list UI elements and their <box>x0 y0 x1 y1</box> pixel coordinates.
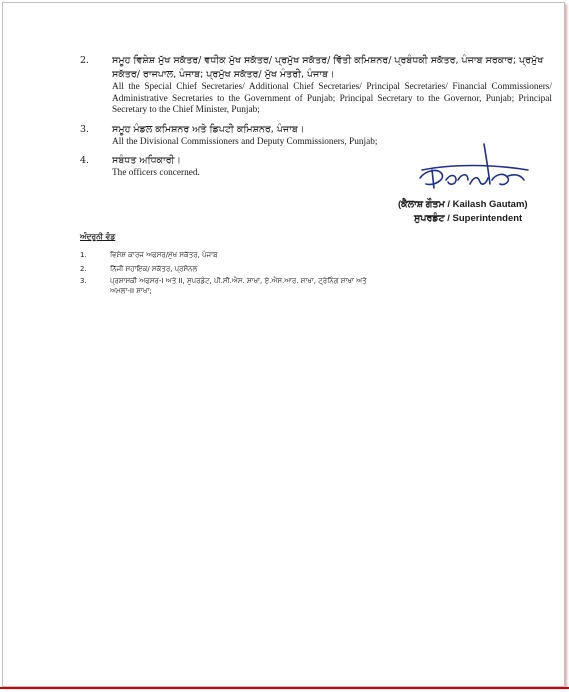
signatory-name: (ਕੈਲਾਸ਼ ਗੌਤਮ / Kailash Gautam) <box>398 199 528 210</box>
item-punjabi-text: ਸਮੂਹ ਮੰਡਲ ਕਮਿਸ਼ਨਰ ਅਤੇ ਡਿਪਟੀ ਕਮਿਸ਼ਨਰ, ਪੰਜਾਬ। <box>112 124 305 135</box>
copy-item-text: ਵਿਸ਼ੇਸ਼ ਕਾਰਜ ਅਫਸਰ/ਮੁੱਖ ਸਕੱਤਰ, ਪੰਜਾਬ <box>110 251 218 259</box>
item-english-text: The officers concerned. <box>112 168 200 178</box>
item-number: 3. <box>80 124 90 135</box>
item-number: 4. <box>80 155 90 166</box>
page-bottom-border <box>0 687 569 689</box>
copy-item-number: 2. <box>80 265 87 273</box>
copy-item-text: ਪ੍ਰਸ਼ਾਸਕੀ ਅਫਸਰ-I ਅਤੇ II, ਸੁਪਰਡੰਟ, ਪੀ.ਸੀ.ਐਸ. ਸ਼ਾਖਾ, ਏ.ਐਸ.ਆਰ. ਸ਼ਾਖਾ, ਟ੍ਰੇਨਿੰਗ ਸ਼ਾਖਾ ਅਤੇ ਅਮਲਾ-II ਸ਼ਾਖਾ; <box>110 277 367 295</box>
signature-block <box>398 198 548 226</box>
copy-item-number: 3. <box>80 277 87 285</box>
handwritten-signature <box>412 140 532 200</box>
item-number: 2. <box>80 55 90 66</box>
copy-item-number: 1. <box>80 251 87 259</box>
item-english-text: All the Divisional Commissioners and Deputy Commissioners, Punjab; <box>112 137 378 147</box>
copy-item-text: ਨਿੱਜੀ ਸਹਾਇਕ/ ਸਕੱਤਰ, ਪ੍ਰਸੋਨਲ <box>110 265 198 273</box>
item-punjabi-text: ਸਬੰਧਤ ਅਧਿਕਾਰੀ। <box>112 155 181 166</box>
signatory-title: ਸੁਪਰਡੰਟ / Superintendent <box>414 213 523 224</box>
internal-copy-heading: ਅੰਦਰੂਨੀ ਵੰਡ <box>80 232 116 241</box>
item-english-text: All the Special Chief Secretaries/ Additional Chief Secretaries/ Principal Secretaries/ Financial Commissioners/ Administrative Secretaries to the Government of Punjab; Principal Secretary to the Governor, Punjab; Principal Secretary to the Chief Minister, Punjab; <box>112 82 552 115</box>
item-punjabi-text: ਸਮੂਹ ਵਿਸ਼ੇਸ਼ ਮੁੱਖ ਸਕੱਤਰ/ ਵਧੀਕ ਮੁੱਖ ਸਕੱਤਰ/ ਪ੍ਰਮੁੱਖ ਸਕੱਤਰ/ ਵਿੱਤੀ ਕਮਿਸ਼ਨਰ/ ਪ੍ਰਬੰਧਕੀ ਸਕੱਤਰ, ਪੰਜਾਬ ਸਰਕਾਰ; ਪ੍ਰਮੁੱਖ ਸਕੱਤਰ/ ਰਾਜਪਾਲ, ਪੰਜਾਬ; ਪ੍ਰਮੁੱਖ ਸਕੱਤਰ/ ਮੁੱਖ ਮੰਤਰੀ, ਪੰਜਾਬ। <box>112 55 544 80</box>
